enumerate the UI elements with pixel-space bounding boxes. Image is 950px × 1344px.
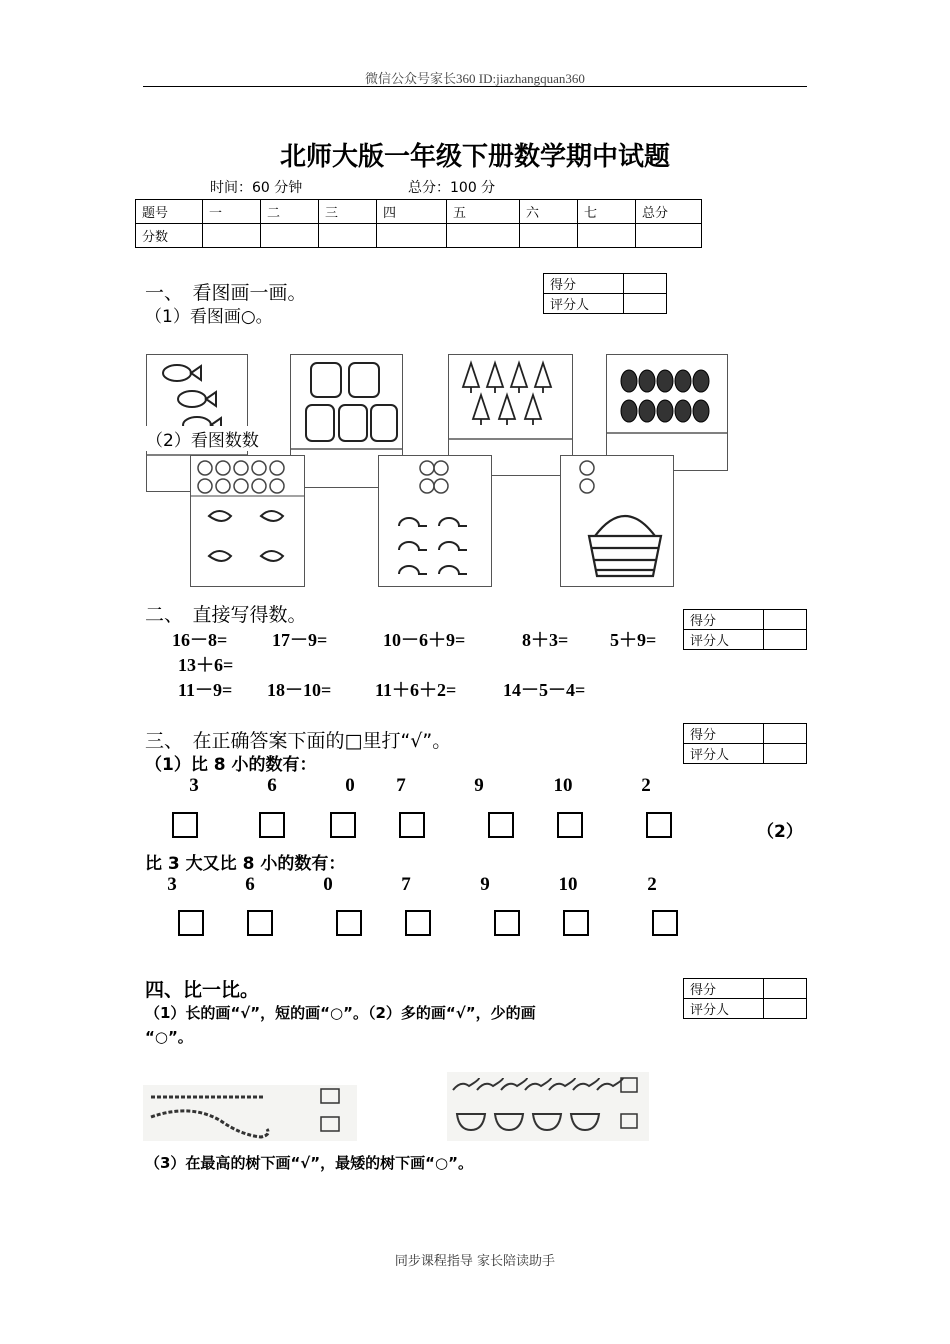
answer-checkbox[interactable] (259, 812, 285, 838)
score-cell: 三 (319, 200, 377, 224)
equation: 17－9= (272, 630, 328, 650)
score-table (135, 199, 702, 248)
exam-time: 时间：60 分钟 (210, 180, 303, 196)
score-cell: 六 (520, 200, 578, 224)
section-4-q3: （3）在最高的树下画“√”，最矮的树下画“○”。 (145, 1154, 473, 1172)
section-3-q2-mark: （2） (757, 822, 803, 842)
score-input-cell[interactable] (578, 224, 636, 248)
equation: 14－5－4= (503, 680, 586, 700)
section-2-title: 二、 直接写得数。 (145, 604, 307, 626)
choice-number: 6 (267, 775, 277, 796)
page-title: 北师大版一年级下册数学期中试题 (279, 142, 670, 172)
choice-number: 0 (323, 874, 333, 895)
footer: 同步课程指导 家长陪读助手 (394, 1254, 556, 1269)
equation: 11－9= (178, 680, 233, 700)
grade-box-1 (543, 273, 667, 314)
score-cell: 七 (578, 200, 636, 224)
score-cell: 总分 (636, 200, 702, 224)
cap-icon (379, 456, 491, 586)
equation: 18－10= (267, 680, 332, 700)
choice-number: 2 (641, 775, 651, 796)
pineapple-picture (606, 354, 728, 471)
spoon-bowl-icon (447, 1072, 649, 1141)
answer-checkbox[interactable] (494, 910, 520, 936)
score-input-cell[interactable] (520, 224, 578, 248)
score-table-value-row (136, 224, 702, 248)
grade-box-3 (683, 723, 807, 764)
choice-number: 10 (553, 775, 573, 796)
answer-checkbox[interactable] (652, 910, 678, 936)
header-watermark: 微信公众号家长360 ID:jiazhangquan360 (365, 71, 585, 86)
answer-checkbox[interactable] (330, 812, 356, 838)
grade-box-grader-cell[interactable] (624, 294, 667, 314)
choice-number: 9 (480, 874, 490, 895)
choice-number: 6 (245, 874, 255, 895)
choice-number: 9 (474, 775, 484, 796)
spoon-bowl-picture (447, 1072, 649, 1141)
answer-checkbox[interactable] (563, 910, 589, 936)
grade-box-score-label: 得分 (684, 610, 764, 630)
rope-icon (143, 1085, 357, 1141)
grade-box-grader-label: 评分人 (684, 999, 764, 1019)
answer-checkbox[interactable] (405, 910, 431, 936)
score-cell: 一 (203, 200, 261, 224)
grade-box-grader-label: 评分人 (684, 744, 764, 764)
choice-number: 0 (345, 775, 355, 796)
section-4-q1: （1）长的画“√”，短的画“○”。（2）多的画“√”，少的画 (145, 1004, 536, 1022)
score-input-cell[interactable] (319, 224, 377, 248)
grade-box-score-label: 得分 (684, 979, 764, 999)
score-table-header-row (136, 200, 702, 224)
equation: 10－6＋9= (383, 630, 466, 650)
choice-number: 3 (189, 775, 199, 796)
exam-total: 总分：100 分 (408, 180, 496, 196)
grade-box-score-cell[interactable] (764, 724, 807, 744)
answer-checkbox[interactable] (172, 812, 198, 838)
grade-box-score-label: 得分 (544, 274, 624, 294)
equation: 13＋6= (178, 655, 234, 675)
equation: 11＋6＋2= (375, 680, 457, 700)
answer-checkbox[interactable] (557, 812, 583, 838)
equation: 16－8= (172, 630, 228, 650)
grade-box-4 (683, 978, 807, 1019)
score-cell: 二 (261, 200, 319, 224)
pineapple-icon (607, 355, 727, 470)
grade-box-grader-label: 评分人 (544, 294, 624, 314)
grade-box-2 (683, 609, 807, 650)
rope-picture (143, 1085, 357, 1141)
answer-checkbox[interactable] (646, 812, 672, 838)
grade-box-score-cell[interactable] (764, 610, 807, 630)
grade-box-score-cell[interactable] (764, 979, 807, 999)
basket-picture (560, 455, 674, 587)
score-cell: 五 (447, 200, 520, 224)
section-1-title: 一、 看图画一画。 (145, 282, 307, 304)
score-cell: 四 (377, 200, 447, 224)
score-input-cell[interactable] (447, 224, 520, 248)
grade-box-grader-cell[interactable] (764, 999, 807, 1019)
grade-box-grader-label: 评分人 (684, 630, 764, 650)
basket-icon (561, 456, 673, 586)
score-cell: 分数 (136, 224, 203, 248)
grade-box-grader-cell[interactable] (764, 744, 807, 764)
grade-box-score-cell[interactable] (624, 274, 667, 294)
answer-checkbox[interactable] (336, 910, 362, 936)
equation: 8＋3= (522, 630, 569, 650)
answer-checkbox[interactable] (247, 910, 273, 936)
score-input-cell[interactable] (203, 224, 261, 248)
section-1-q2: （2）看图数数 (146, 426, 259, 451)
answer-checkbox[interactable] (488, 812, 514, 838)
score-input-cell[interactable] (377, 224, 447, 248)
choice-number: 10 (558, 874, 578, 895)
choice-number: 7 (396, 775, 406, 796)
equation: 5＋9= (610, 630, 657, 650)
choice-number: 2 (647, 874, 657, 895)
bird-picture (190, 455, 305, 587)
choice-number: 3 (167, 874, 177, 895)
section-3-q2: 比 3 大又比 8 小的数有： (145, 854, 346, 874)
cap-picture (378, 455, 492, 587)
header-rule (143, 86, 807, 87)
section-3-q1: （1）比 8 小的数有： (145, 755, 317, 775)
grade-box-grader-cell[interactable] (764, 630, 807, 650)
score-input-cell[interactable] (636, 224, 702, 248)
score-cell: 题号 (136, 200, 203, 224)
answer-checkbox[interactable] (178, 910, 204, 936)
section-1-q1: （1）看图画○。 (145, 307, 273, 327)
section-4-title: 四、比一比。 (145, 979, 260, 1001)
grade-box-score-label: 得分 (684, 724, 764, 744)
choice-number: 7 (401, 874, 411, 895)
section-3-title: 三、 在正确答案下面的□里打“√”。 (145, 730, 452, 752)
score-input-cell[interactable] (261, 224, 319, 248)
answer-checkbox[interactable] (399, 812, 425, 838)
section-4-q1b: “○”。 (145, 1028, 193, 1046)
bird-icon (191, 456, 304, 586)
